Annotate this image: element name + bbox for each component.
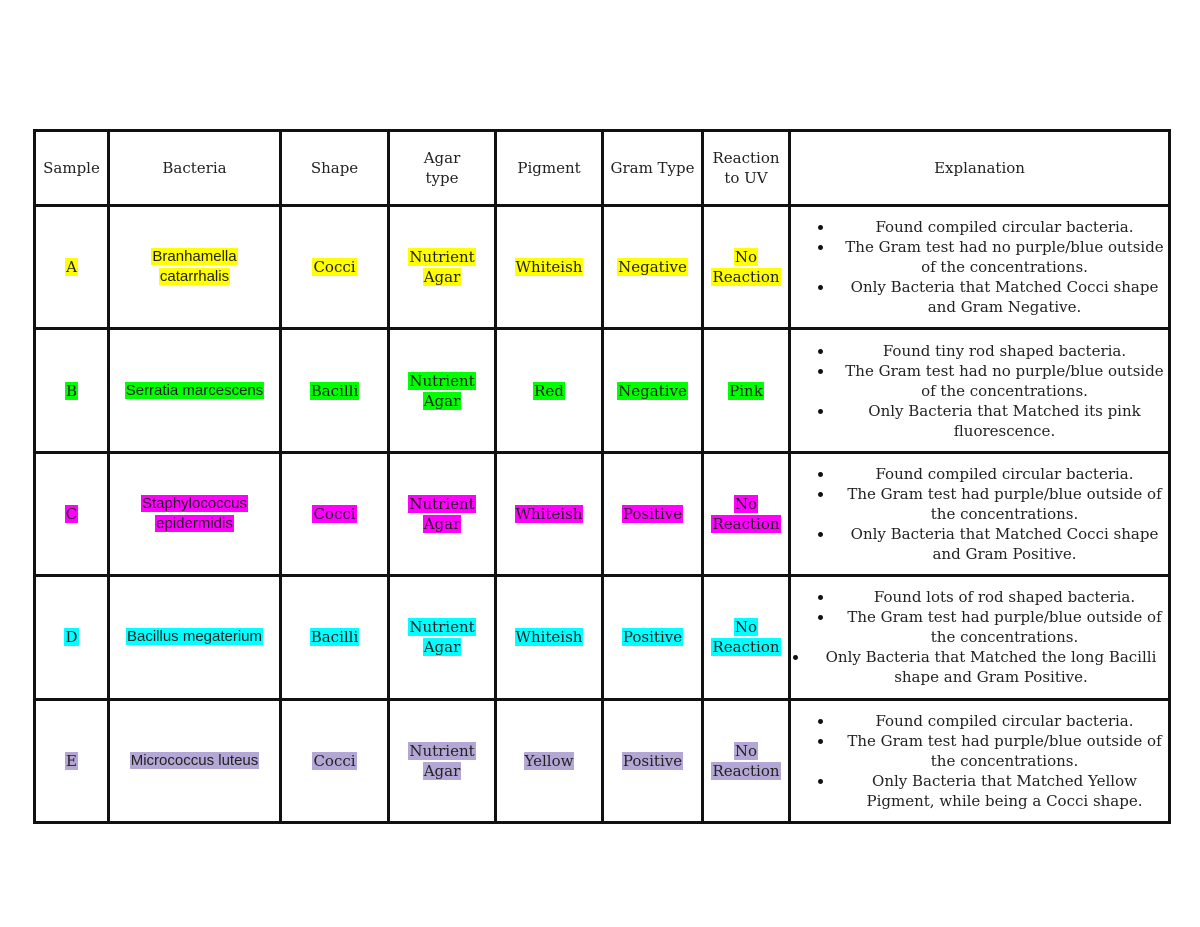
uv-reaction-text: No [734, 248, 758, 267]
bacteria-cell [109, 576, 281, 699]
sample-text: C [65, 504, 78, 523]
shape-text: Bacilli [310, 628, 359, 647]
gram-type-text: Positive [622, 751, 683, 770]
explanation-item: The Gram test had no purple/blue outside of the concentrations. [845, 238, 1164, 277]
uv-reaction-cell [703, 699, 790, 822]
bacteria-text: epidermidis [156, 514, 233, 532]
uv-reaction-text: Reaction [712, 268, 780, 287]
sample-text: B [65, 381, 78, 400]
pigment-text: Whiteish [515, 628, 583, 647]
explanation-list [795, 587, 1164, 687]
explanation-item: Only Bacteria that Matched Cocci shape and Gram Positive. [845, 524, 1164, 564]
explanation-list [795, 341, 1164, 441]
bacteria-cell [109, 329, 281, 452]
shape-cell [281, 452, 389, 575]
explanation-item: Only Bacteria that Matched Yellow Pigment, while being a Cocci shape. [845, 771, 1164, 811]
bacteria-cell [109, 452, 281, 575]
agar-cell [389, 576, 496, 699]
pigment-cell [496, 206, 603, 329]
explanation-list [795, 217, 1164, 317]
agar-text: Nutrient [409, 248, 475, 267]
table-row [35, 206, 1170, 329]
header-gram-type: Gram Type [603, 131, 703, 206]
uv-reaction-cell [703, 576, 790, 699]
bacteria-text: Branhamella [152, 248, 237, 266]
shape-text: Cocci [313, 258, 356, 277]
agar-text: Agar [423, 514, 461, 533]
uv-reaction-text: Reaction [712, 638, 780, 657]
table-row [35, 699, 1170, 822]
explanation-list [795, 464, 1164, 564]
pigment-cell [496, 699, 603, 822]
explanation-item: Found compiled circular bacteria. [845, 711, 1164, 731]
explanation-item: Found compiled circular bacteria. [845, 217, 1164, 237]
uv-reaction-cell [703, 329, 790, 452]
header-sample: Sample [35, 131, 109, 206]
agar-cell [389, 206, 496, 329]
uv-reaction-text: No [734, 618, 758, 637]
pigment-text: Whiteish [515, 504, 583, 523]
bacteria-text: Serratia marcescens [125, 381, 264, 399]
shape-cell [281, 699, 389, 822]
explanation-item: The Gram test had purple/blue outside of the concentrations. [845, 607, 1164, 647]
agar-text: Agar [423, 638, 461, 657]
gram-type-cell [603, 329, 703, 452]
header-agar-line1: Agar [423, 149, 461, 167]
gram-type-cell [603, 452, 703, 575]
agar-text: Nutrient [409, 618, 475, 637]
shape-cell [281, 329, 389, 452]
explanation-cell [790, 452, 1170, 575]
explanation-item: Found lots of rod shaped bacteria. [845, 587, 1164, 607]
header-agar-type [389, 131, 496, 206]
sample-cell [35, 576, 109, 699]
shape-cell [281, 576, 389, 699]
pigment-text: Whiteish [515, 258, 583, 277]
bacteria-cell [109, 206, 281, 329]
uv-reaction-cell [703, 206, 790, 329]
pigment-text: Yellow [524, 751, 574, 770]
header-uv-line2: to UV [724, 169, 768, 187]
gram-type-cell [603, 576, 703, 699]
sample-text: D [65, 628, 78, 647]
agar-text: Agar [423, 761, 461, 780]
uv-reaction-text: Reaction [712, 514, 780, 533]
pigment-cell [496, 329, 603, 452]
header-row [35, 131, 1170, 206]
pigment-text: Red [534, 381, 564, 400]
table-row [35, 576, 1170, 699]
shape-text: Cocci [313, 504, 356, 523]
agar-cell [389, 699, 496, 822]
explanation-item: The Gram test had purple/blue outside of the concentrations. [845, 731, 1164, 771]
explanation-cell [790, 576, 1170, 699]
uv-reaction-text: Pink [729, 381, 763, 400]
explanation-item: The Gram test had no purple/blue outside of the concentrations. [845, 361, 1164, 400]
gram-type-text: Negative [618, 381, 687, 400]
bacteria-text: Bacillus megaterium [126, 628, 263, 646]
shape-cell [281, 206, 389, 329]
header-pigment: Pigment [496, 131, 603, 206]
pigment-cell [496, 576, 603, 699]
explanation-item: Found compiled circular bacteria. [845, 464, 1164, 484]
uv-reaction-text: No [734, 741, 758, 760]
agar-text: Agar [423, 391, 461, 410]
explanation-cell [790, 329, 1170, 452]
explanation-item: Only Bacteria that Matched its pink fluorescence. [845, 401, 1164, 441]
agar-text: Nutrient [409, 741, 475, 760]
explanation-list [795, 711, 1164, 811]
header-agar-line2: type [425, 169, 459, 187]
agar-cell [389, 452, 496, 575]
header-uv-line1: Reaction [712, 149, 780, 167]
gram-type-cell [603, 699, 703, 822]
agar-cell [389, 329, 496, 452]
explanation-item: Only Bacteria that Matched Cocci shape and Gram Negative. [845, 277, 1164, 317]
gram-type-text: Negative [618, 258, 687, 277]
sample-cell [35, 699, 109, 822]
table-row [35, 329, 1170, 452]
header-explanation: Explanation [790, 131, 1170, 206]
explanation-item: Only Bacteria that Matched the long Bacilli shape and Gram Positive. [818, 647, 1164, 687]
uv-reaction-cell [703, 452, 790, 575]
header-shape: Shape [281, 131, 389, 206]
explanation-item: Found tiny rod shaped bacteria. [845, 341, 1164, 361]
agar-text: Agar [423, 268, 461, 287]
bacteria-cell [109, 699, 281, 822]
gram-type-cell [603, 206, 703, 329]
sample-cell [35, 452, 109, 575]
uv-reaction-text: Reaction [712, 761, 780, 780]
sample-cell [35, 206, 109, 329]
bacteria-text: Micrococcus luteus [130, 751, 259, 769]
sample-cell [35, 329, 109, 452]
table-row [35, 452, 1170, 575]
sample-text: E [66, 751, 77, 770]
explanation-cell [790, 206, 1170, 329]
bacteria-text: Staphylococcus [141, 494, 248, 512]
sample-text: A [66, 258, 77, 277]
header-bacteria: Bacteria [109, 131, 281, 206]
gram-type-text: Positive [622, 628, 683, 647]
pigment-cell [496, 452, 603, 575]
explanation-item: The Gram test had purple/blue outside of the concentrations. [845, 484, 1164, 524]
bacteria-table [33, 129, 1171, 824]
bacteria-text: catarrhalis [159, 268, 230, 286]
gram-type-text: Positive [622, 504, 683, 523]
agar-text: Nutrient [409, 494, 475, 513]
agar-text: Nutrient [409, 371, 475, 390]
explanation-cell [790, 699, 1170, 822]
shape-text: Cocci [313, 751, 356, 770]
header-uv-reaction [703, 131, 790, 206]
uv-reaction-text: No [734, 494, 758, 513]
shape-text: Bacilli [310, 381, 359, 400]
